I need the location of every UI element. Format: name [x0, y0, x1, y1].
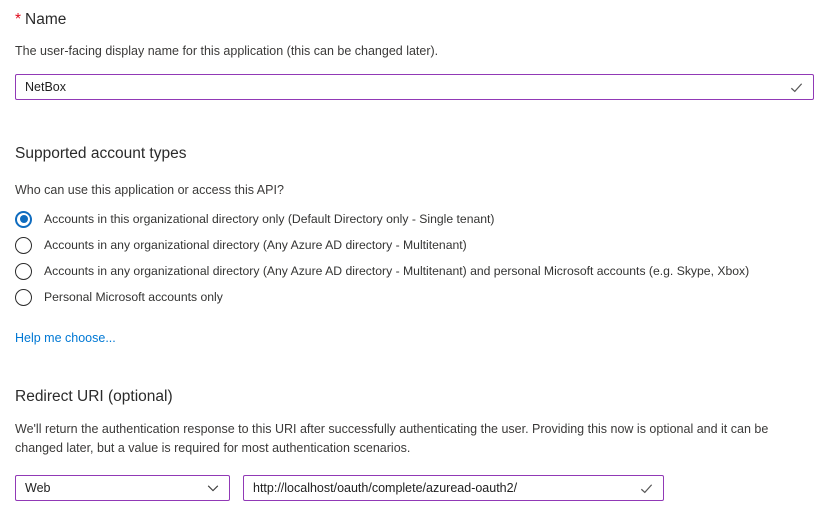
redirect-uri-input-wrapper	[243, 475, 664, 501]
radio-button[interactable]	[15, 289, 32, 306]
checkmark-icon	[789, 80, 804, 95]
radio-label: Personal Microsoft accounts only	[44, 290, 223, 304]
platform-select-value: Web	[25, 481, 51, 495]
redirect-uri-title: Redirect URI (optional)	[15, 388, 173, 405]
account-types-title: Supported account types	[15, 145, 187, 162]
redirect-uri-row	[15, 475, 814, 501]
chevron-down-icon	[206, 481, 220, 495]
name-section-title-text: Name	[25, 11, 67, 28]
radio-label: Accounts in any organizational directory (Any Azure AD directory - Multitenant) and personal Microsoft accounts (e.g. Skype, Xbox)	[44, 264, 750, 278]
name-input-wrapper	[15, 74, 814, 100]
redirect-uri-input[interactable]	[253, 481, 631, 495]
account-types-section	[15, 144, 814, 347]
platform-select[interactable]	[15, 475, 230, 501]
checkmark-icon	[639, 481, 654, 496]
redirect-uri-description: We'll return the authentication response to this URI after successfully authenticating the user. Providing this now is optional and it can be changed later, but a value is required for most authentication scenarios.	[15, 422, 769, 455]
help-me-choose-link[interactable]: Help me choose...	[15, 331, 116, 345]
account-types-question: Who can use this application or access this API?	[15, 183, 284, 197]
account-type-option-multitenant[interactable]	[15, 232, 814, 258]
redirect-uri-section	[15, 387, 814, 501]
radio-button[interactable]	[15, 211, 32, 228]
radio-label: Accounts in this organizational directory only (Default Directory only - Single tenant)	[44, 212, 495, 226]
required-asterisk: *	[15, 11, 22, 28]
radio-label: Accounts in any organizational directory (Any Azure AD directory - Multitenant)	[44, 238, 467, 252]
radio-button[interactable]	[15, 237, 32, 254]
name-input[interactable]	[25, 80, 781, 94]
account-type-option-multitenant-personal[interactable]	[15, 258, 814, 284]
account-type-option-single-tenant[interactable]	[15, 206, 814, 232]
name-section-title	[15, 10, 814, 30]
radio-button[interactable]	[15, 263, 32, 280]
account-types-radio-group	[15, 206, 814, 310]
account-type-option-personal-only[interactable]	[15, 284, 814, 310]
name-description: The user-facing display name for this application (this can be changed later).	[15, 44, 439, 58]
